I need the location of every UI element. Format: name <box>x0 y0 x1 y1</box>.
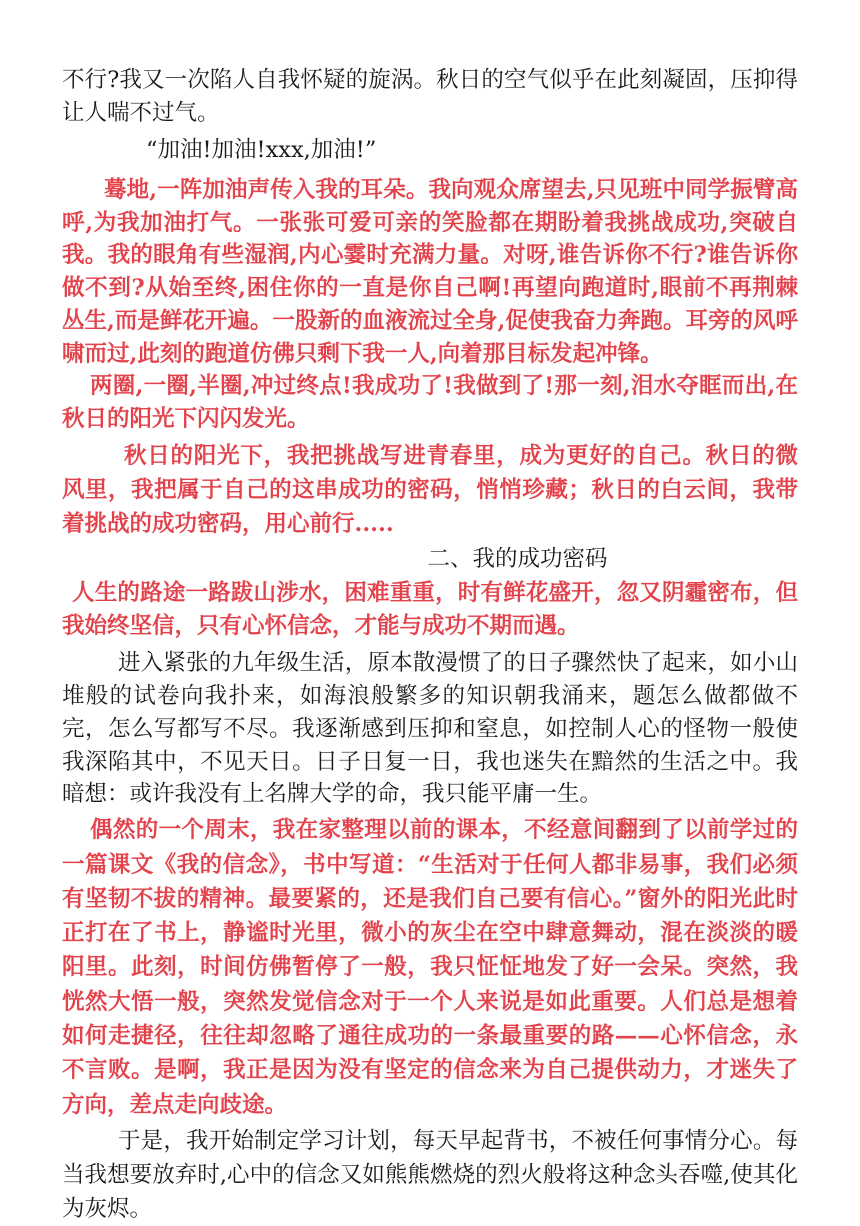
paragraph-9: 于是，我开始制定学习计划，每天早起背书，不被任何事情分心。每当我想要放弃时,心中的信念又如熊熊燃烧的烈火般将这种念头吞噬,使其化为灰烬。 <box>62 1127 798 1222</box>
quote-line: “加油!加油!xxx,加油!” <box>146 137 377 163</box>
paragraph-3: 蓦地,一阵加油声传入我的耳朵。我向观众席望去,只见班中同学振臂高呼,为我加油打气。一张张可爱可亲的笑脸都在期盼着我挑战成功,突破自我。我的眼角有些湿润,内心霎时充满力量。对呀,谁告诉你不行?谁告诉你做不到?从始至终,困住你的一直是你自己啊!再望向跑道时,眼前不再荆棘丛生,而是鲜花开遍。一股新的血液流过全身,促使我奋力奔跑。耳旁的风呼啸而过,此刻的跑道仿佛只剩下我一人,向着那目标发起冲锋。 <box>62 177 798 367</box>
paragraph-5: 秋日的阳光下，我把挑战写进青春里，成为更好的自己。秋日的微风里，我把属于自己的这串成功的密码，悄悄珍藏；秋日的白云间，我带着挑战的成功密码，用心前行..... <box>62 443 798 538</box>
paragraph-4: 两圈,一圈,半圈,冲过终点!我成功了!我做到了!那一刻,泪水夺眶而出,在秋日的阳光下闪闪发光。 <box>62 373 798 433</box>
section-heading: 二、我的成功密码 <box>427 546 608 573</box>
paragraph-8: 偶然的一个周末，我在家整理以前的课本，不经意间翻到了以前学过的一篇课文《我的信念》，书中写道：“生活对于任何人都非易事，我们必须有坚韧不拔的精神。最要紧的，还是我们自己要有信心。”窗外的阳光此时正打在了书上，静谧时光里，微小的灰尘在空中肆意舞动，混在淡淡的暖阳里。此刻，时间仿佛暂停了一般，我只怔怔地发了好一会呆。突然，我恍然大悟一般，突然发觉信念对于一个人来说是如此重要。人们总是想着如何走捷径，往往却忽略了通往成功的一条最重要的路——心怀信念，永不言败。是啊，我正是因为没有坚定的信念来为自己提供动力，才迷失了方向，差点走向歧途。 <box>62 817 798 1118</box>
paragraph-1: 不行?我又一次陷人自我怀疑的旋涡。秋日的空气似乎在此刻凝固，压抑得让人喘不过气。 <box>62 67 798 126</box>
paragraph-7: 进入紧张的九年级生活，原本散漫惯了的日子骤然快了起来，如小山堆般的试卷向我扑来，如海浪般繁多的知识朝我涌来，题怎么做都做不完，怎么写都写不尽。我逐渐感到压抑和窒息，如控制人心的怪物一般使我深陷其中，不见天日。日子日复一日，我也迷失在黯然的生活之中。我暗想：或许我没有上名牌大学的命，我只能平庸一生。 <box>62 650 798 808</box>
paragraph-6: 人生的路途一路跋山涉水，困难重重，时有鲜花盛开，忽又阴霾密布，但我始终坚信，只有心怀信念，才能与成功不期而遇。 <box>62 580 798 640</box>
